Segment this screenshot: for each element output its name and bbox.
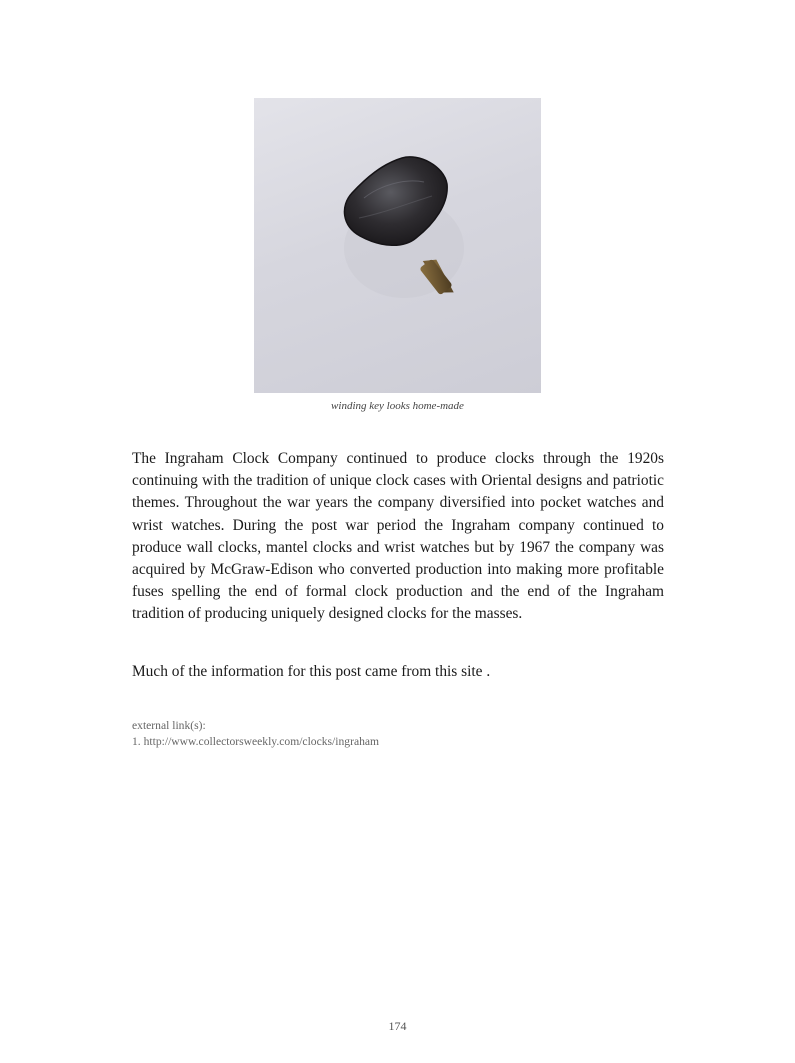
external-links-heading: external link(s): <box>132 719 206 732</box>
body-paragraph: The Ingraham Clock Company continued to produce clocks through the 1920s continuing with the tradition of unique clock cases with Oriental designs and patriotic themes. Throughout the war years the company diversified into pocket watches and wrist watches. During the post war period the Ingraham company continued to produce wall clocks, mantel clocks and wrist watches but by 1967 the company was acquired by McGraw-Edison who converted production into making more profitable fuses spelling the end of formal clock production and the end of the Ingraham tradition of producing uniquely designed clocks for the masses. <box>132 450 664 623</box>
winding-key-illustration <box>254 98 541 393</box>
external-links <box>132 718 379 750</box>
page-number: 174 <box>388 1019 407 1033</box>
external-link[interactable]: 1. http://www.collectorsweekly.com/clocks/ingraham <box>132 735 380 748</box>
winding-key-photo <box>254 98 541 393</box>
body-paragraph-source: Much of the information for this post came from this site . <box>132 663 491 680</box>
photo-caption: winding key looks home-made <box>331 400 464 412</box>
